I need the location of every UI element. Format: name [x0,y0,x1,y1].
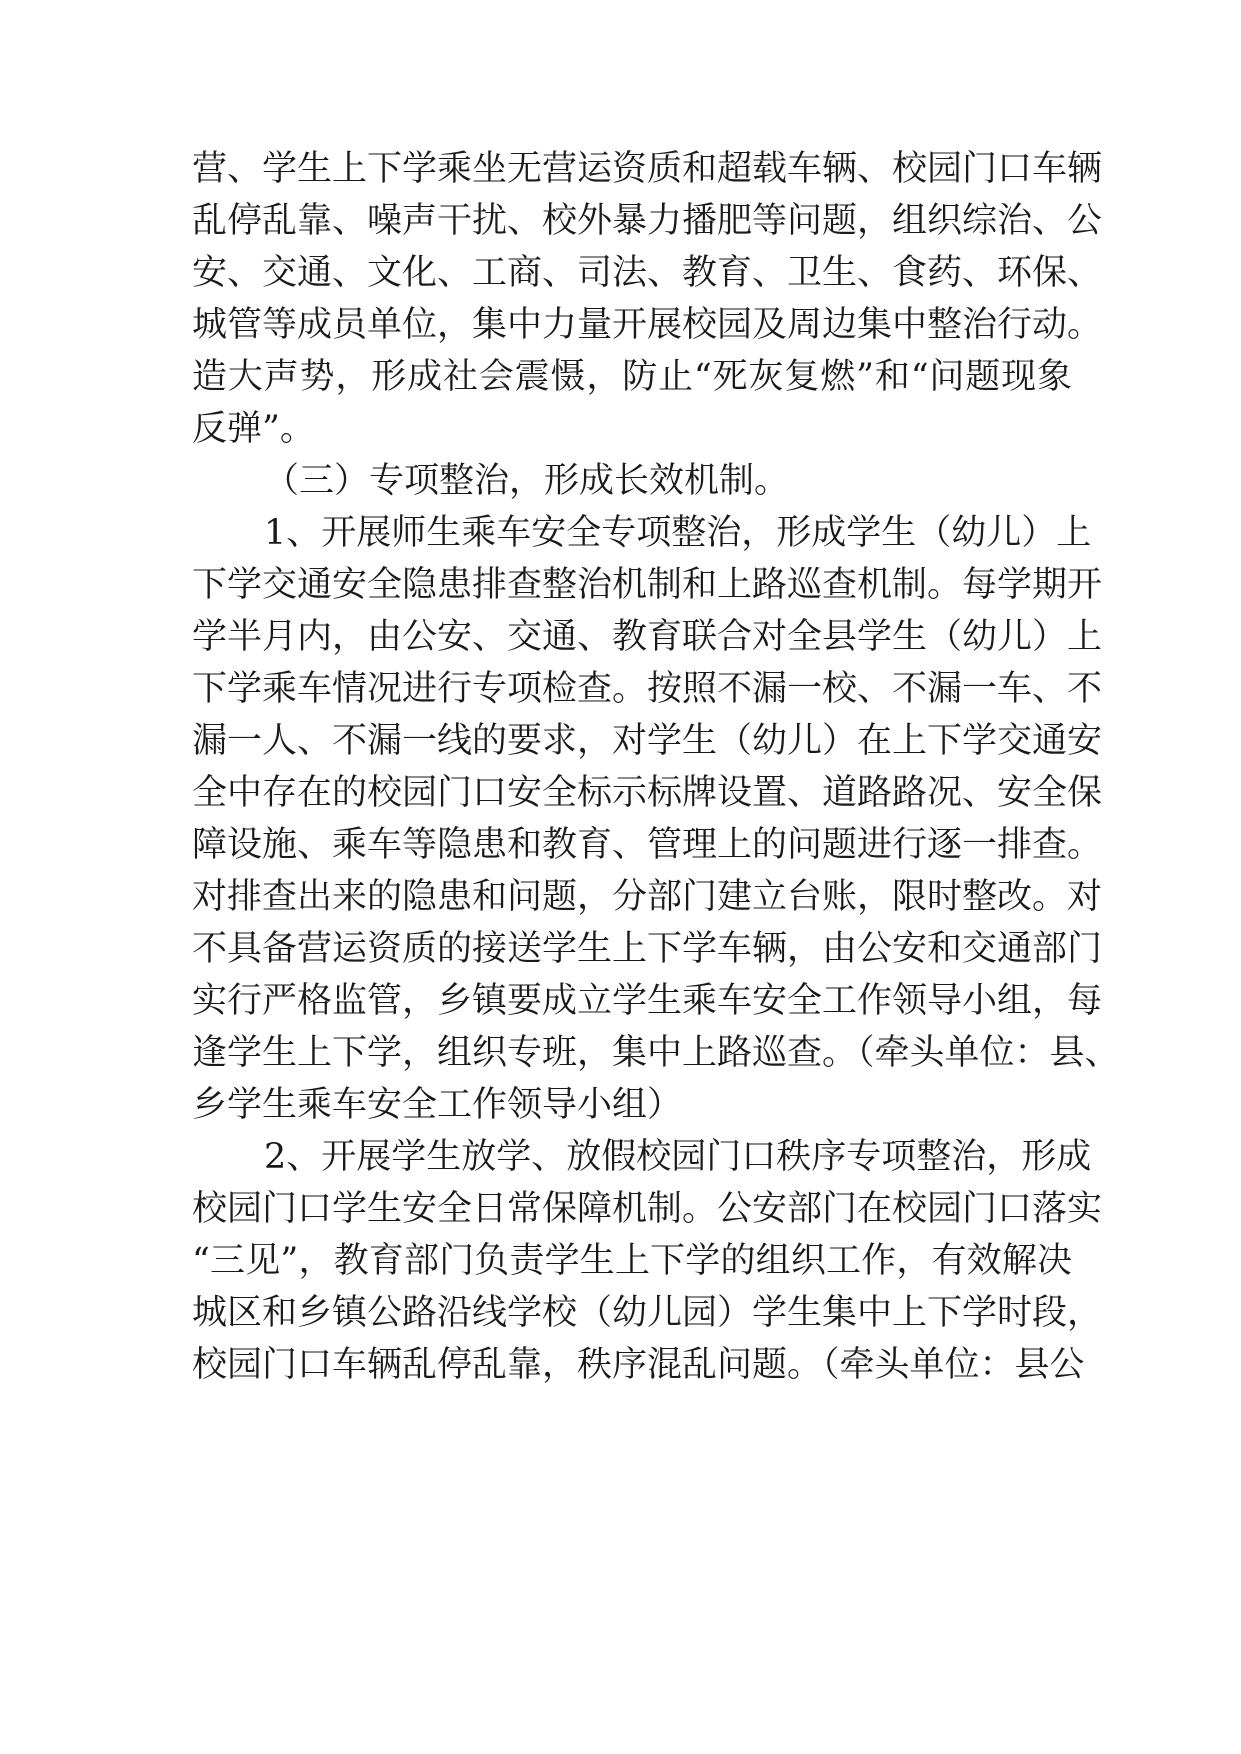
text-line: 营、学生上下学乘坐无营运资质和超载车辆、校园门口车辆 [192,149,1103,189]
paragraph-start-line: 1、开展师生乘车安全专项整治，形成学生（幼儿）上 [264,513,1092,553]
text-line: 对排查出来的隐患和问题，分部门建立台账，限时整改。对 [192,877,1103,917]
paragraph-start-line: 2、开展学生放学、放假校园门口秩序专项整治，形成 [264,1137,1092,1177]
text-line: 校园门口车辆乱停乱靠，秩序混乱问题。（牵头单位：县公 [192,1345,1085,1385]
text-line: 下学交通安全隐患排查整治机制和上路巡查机制。每学期开 [192,565,1103,605]
text-line: 学半月内，由公安、交通、教育联合对全县学生（幼儿）上 [192,617,1103,657]
text-line: 乱停乱靠、噪声干扰、校外暴力播肥等问题，组织综治、公 [192,201,1103,241]
text-line: 安、交通、文化、工商、司法、教育、卫生、食药、环保、 [192,253,1103,293]
text-line: 不具备营运资质的接送学生上下学车辆，由公安和交通部门 [192,929,1103,969]
text-line: 反弹”。 [192,409,315,449]
text-line: 下学乘车情况进行专项检查。按照不漏一校、不漏一车、不 [192,669,1103,709]
text-line: 造大声势，形成社会震慑，防止“死灰复燃”和“问题现象 [192,357,1072,397]
text-line: 实行严格监管，乡镇要成立学生乘车安全工作领导小组，每 [192,981,1103,1021]
text-line: 城管等成员单位，集中力量开展校园及周边集中整治行动。 [192,305,1103,345]
text-line: 校园门口学生安全日常保障机制。公安部门在校园门口落实 [192,1189,1103,1229]
text-line: 障设施、乘车等隐患和教育、管理上的问题进行逐一排查。 [192,825,1103,865]
text-line: 乡学生乘车安全工作领导小组） [192,1085,683,1125]
text-line: 漏一人、不漏一线的要求，对学生（幼儿）在上下学交通安 [192,721,1103,761]
section-heading: （三）专项整治，形成长效机制。 [264,461,790,501]
text-line: “三见”，教育部门负责学生上下学的组织工作，有效解决 [192,1241,1072,1281]
text-line: 全中存在的校园门口安全标示标牌设置、道路路况、安全保 [192,773,1103,813]
text-line: 逢学生上下学，组织专班，集中上路巡查。（牵头单位：县、 [192,1033,1120,1073]
text-line: 城区和乡镇公路沿线学校（幼儿园）学生集中上下学时段， [192,1293,1103,1333]
